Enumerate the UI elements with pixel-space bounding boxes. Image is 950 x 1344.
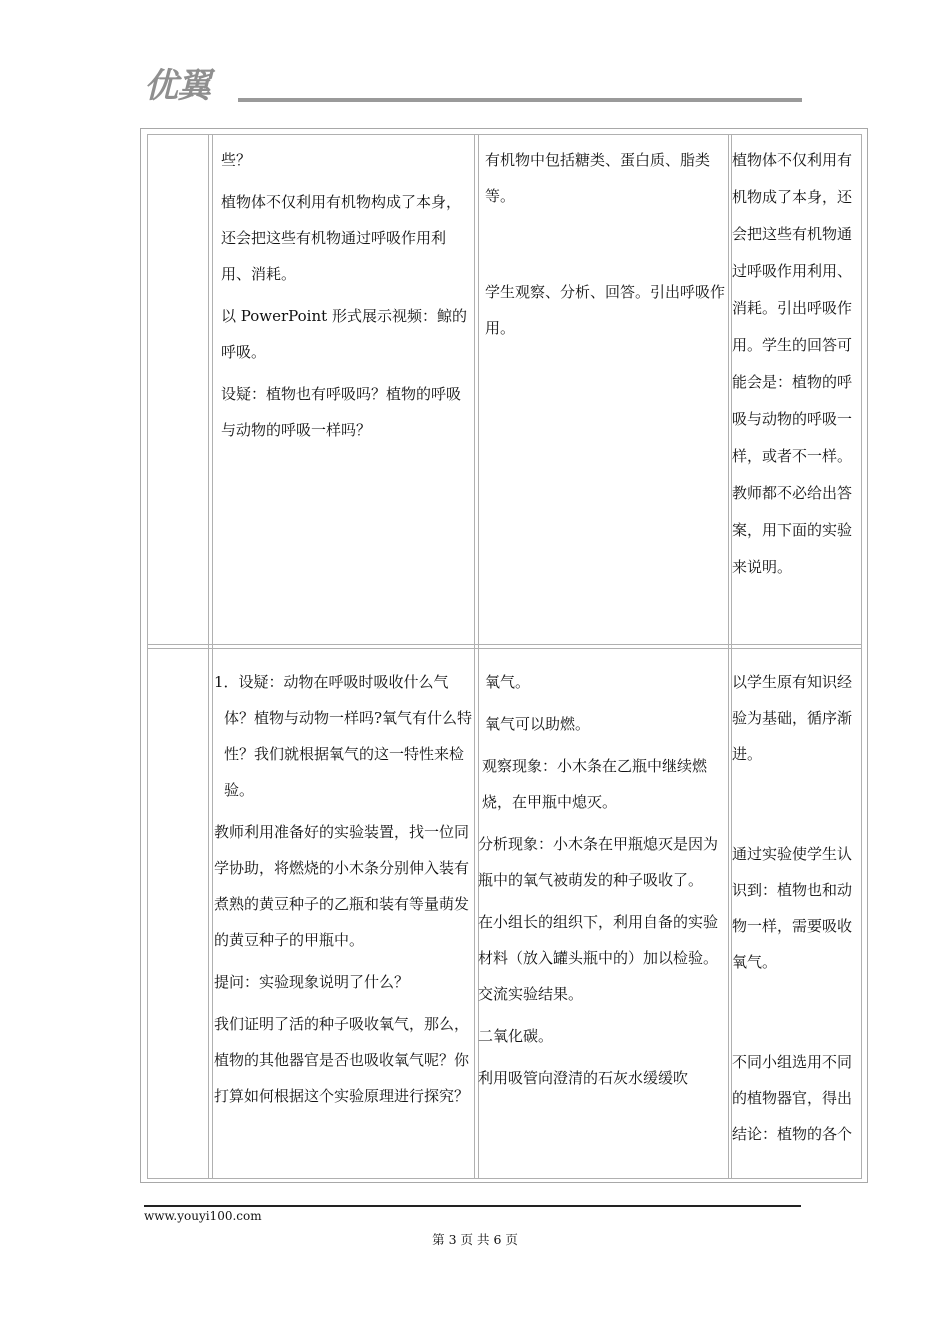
paragraph: 氧气可以助燃。: [485, 715, 591, 733]
paragraph: 些？: [221, 151, 252, 169]
paragraph: 设疑：植物也有呼吸吗？植物的呼吸与动物的呼吸一样吗？: [221, 385, 462, 439]
paragraph: 教师利用准备好的实验装置，找一位同学协助，将燃烧的小木条分别伸入装有煮熟的黄豆种子的乙瓶和装有等量萌发的黄豆种子的甲瓶中。: [214, 823, 470, 949]
row1-notes-cell: [732, 142, 865, 592]
paragraph: 在小组长的组织下，利用自备的实验材料（放入罐头瓶中的）加以检验。交流实验结果。: [478, 913, 719, 1003]
paragraph: 利用吸管向澄清的石灰水缓缓吹: [478, 1069, 689, 1087]
header-rule: [238, 98, 802, 102]
table-divider: [147, 134, 148, 1179]
paragraph: 提问：实验现象说明了什么？: [214, 973, 410, 991]
paragraph: 以学生原有知识经验为基础，循序渐进。: [732, 673, 853, 763]
paragraph: 我们证明了活的种子吸收氧气，那么，植物的其他器官是否也吸收氧气呢？你打算如何根据这个实验原理进行探究？: [214, 1015, 470, 1105]
table-divider: [212, 134, 213, 1179]
page-number: 第 3 页 共 6 页: [432, 1232, 518, 1247]
paragraph: 不同小组选用不同的植物器官，得出结论：植物的各个: [732, 1053, 853, 1143]
paragraph: 以 PowerPoint 形式展示视频：鲸的呼吸。: [221, 307, 467, 361]
paragraph: 分析现象：小木条在甲瓶熄灭是因为瓶中的氧气被萌发的种子吸收了。: [478, 835, 719, 889]
row1-teacher-cell: [221, 142, 474, 454]
row2-teacher-cell: [214, 664, 474, 1120]
paragraph: 1．设疑：动物在呼吸时吸收什么气体？植物与动物一样吗?氧气有什么特性？我们就根据氧气的这一特性来检验。: [214, 673, 473, 799]
row1-student-cell: [485, 142, 729, 352]
row-separator: [147, 648, 862, 649]
paragraph: 观察现象：小木条在乙瓶中继续燃烧，在甲瓶中熄灭。: [482, 757, 708, 811]
paragraph: 有机物中包括糖类、蛋白质、脂类等。: [485, 151, 711, 205]
row-separator: [147, 644, 862, 645]
row2-notes-cell: [732, 664, 865, 1158]
table-divider: [147, 1178, 862, 1179]
paragraph: 通过实验使学生认识到：植物也和动物一样，需要吸收氧气。: [732, 845, 853, 971]
footer-rule: [144, 1205, 801, 1207]
paragraph: 二氧化碳。: [478, 1027, 554, 1045]
paragraph: 植物体不仅利用有机物成了本身，还会把这些有机物通过呼吸作用利用、消耗。引出呼吸作用。学生的回答可能会是：植物的呼吸与动物的呼吸一样，或者不一样。教师都不必给出答案，用下面的实验来说明。: [732, 151, 853, 576]
paragraph: 植物体不仅利用有机物构成了本身，还会把这些有机物通过呼吸作用利用、消耗。: [221, 193, 462, 283]
row2-student-cell: [478, 664, 729, 1102]
table-divider: [147, 134, 862, 135]
youyi-logo: 优翼: [144, 66, 210, 106]
paragraph: 氧气。: [485, 673, 531, 691]
paragraph: 学生观察、分析、回答。引出呼吸作用。: [485, 283, 726, 337]
footer-website: www.youyi100.com: [144, 1209, 262, 1223]
table-divider: [208, 134, 209, 1179]
table-divider: [474, 134, 475, 1179]
